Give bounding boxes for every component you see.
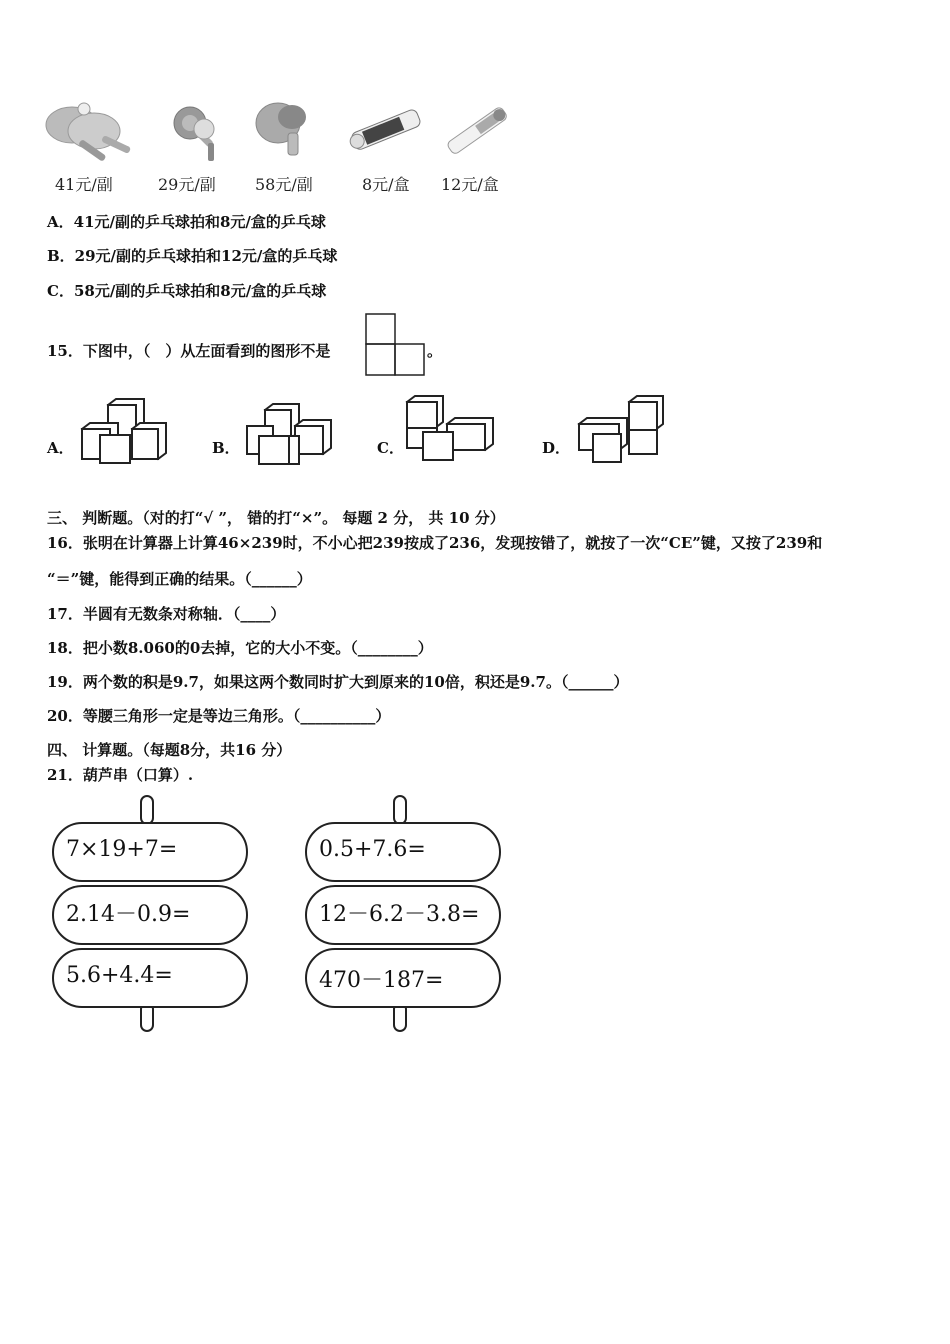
gourd-bead [52,948,248,1008]
price-label: 41元/副 [55,175,113,194]
q19: 19．两个数的积是9.7，如果这两个数同时扩大到原来的10倍，积还是9.7。（______） [47,673,629,691]
price-label: 58元/副 [255,175,313,194]
ping-pong-paddle-red-icon [252,95,322,170]
price-label: 8元/盒 [362,175,410,194]
gourd-expression: 0.5+7.6= [319,837,426,862]
gourd-stick-top [393,795,407,825]
left-view-figure [365,313,425,377]
gourd-stick-top [140,795,154,825]
gourd-bead [305,822,501,882]
q16-line1: 16．张明在计算器上计算46×239时，不小心把239按成了236，发现按错了，就按了一次“CE”键，又按了239和 [47,534,823,552]
ping-pong-paddle-icon [160,95,230,170]
q17: 17．半圆有无数条对称轴．（____） [47,605,286,623]
gourd-bead [52,885,248,945]
q15-question [47,340,330,361]
cube-stack-c [405,394,497,468]
price-label: 12元/盒 [441,175,499,194]
gourd-bead [305,948,501,1008]
q15-option-b-label: B． [212,439,240,457]
q14-option-a: A．41元/副的乒乓球拍和8元/盒的乒乓球 [47,213,326,231]
q15-option-d-label: D． [542,439,571,457]
section3-title: 三、 判断题。（对的打“√ ”， 错的打“×”。 每题 2 分， 共 10 分） [47,509,505,527]
gourd-bead [305,885,501,945]
cube-stack-d [575,394,667,466]
gourd-expression: 2.14－0.9= [66,902,191,927]
price-label: 29元/副 [158,175,216,194]
ball-tube-small-icon [438,95,518,165]
gourd-expression: 12－6.2－3.8= [319,902,480,927]
gourd-expression: 7×19+7= [66,837,178,862]
gourd-expression: 470－187= [319,968,444,993]
cube-stack-b [245,402,337,468]
q15-option-c-label: C． [377,439,404,457]
cube-stack-a [80,395,170,467]
q14-option-c: C．58元/副的乒乓球拍和8元/盒的乒乓球 [47,282,327,300]
section4-title: 四、 计算题。（每题8分，共16 分） [47,741,292,759]
ball-tube-icon [345,95,425,165]
q16-line2: “＝”键，能得到正确的结果。（______） [47,570,312,588]
q18: 18．把小数8.060的0去掉，它的大小不变。（________） [47,639,433,657]
gourd-expression: 5.6+4.4= [66,963,173,988]
q20: 20．等腰三角形一定是等边三角形。（__________） [47,707,391,725]
gourd-bead [52,822,248,882]
q21-title: 21．葫芦串（口算）. [47,766,194,784]
q15-text: 15．下图中，（ ）从左面看到的图形不是 [47,342,331,360]
ping-pong-paddles-icon [42,95,142,170]
q15-period: 。 [427,342,443,360]
q15-option-a-label: A． [47,439,74,457]
q14-option-b: B．29元/副的乒乓球拍和12元/盒的乒乓球 [47,247,338,265]
